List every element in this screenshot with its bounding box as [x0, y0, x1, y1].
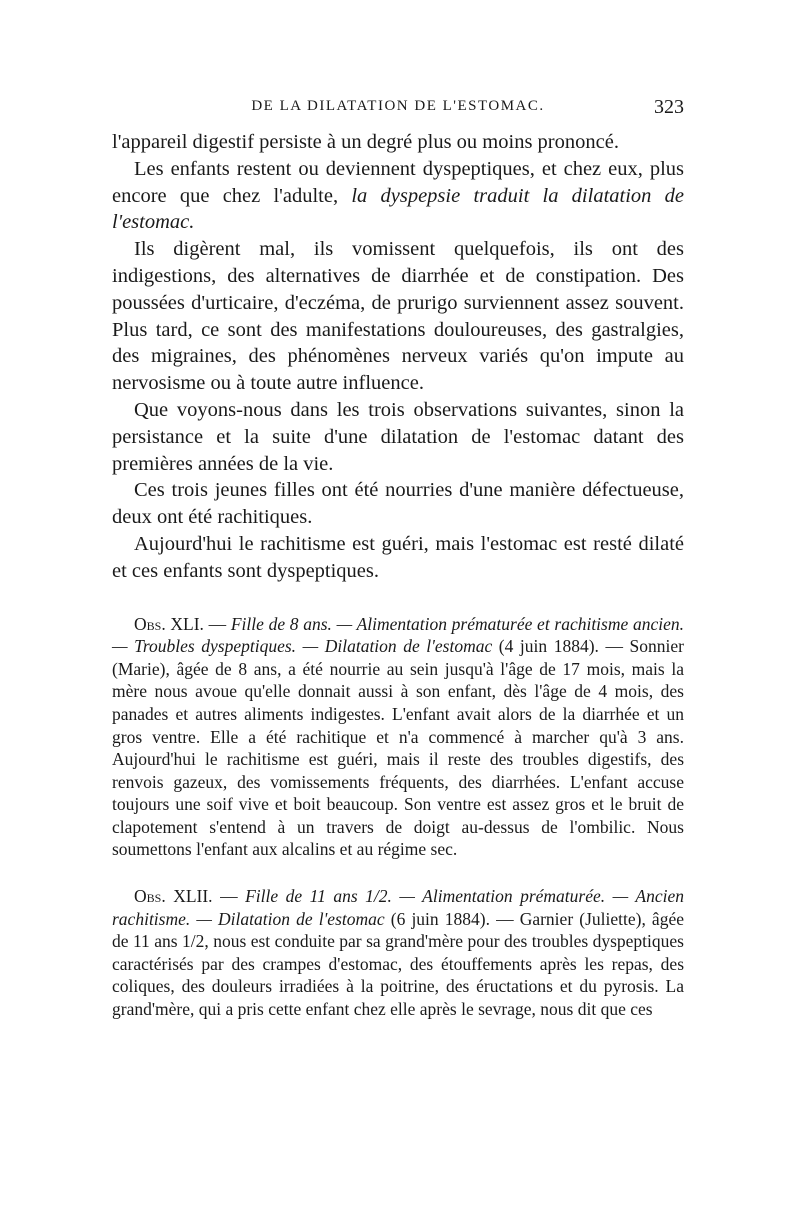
page-header [112, 96, 684, 120]
paragraph-4: Que voyons-nous dans les trois observations suivantes, sinon la persistance et la suite d'une dilatation de l'estomac datant des premières années de la vie. [112, 398, 684, 475]
observation-41-title: Fille de 8 ans. — Alimentation prématurée et rachitisme ancien. — Troubles dyspeptiques. — Dilatation de l'estomac [112, 613, 684, 657]
observation-42 [112, 885, 684, 1021]
paragraph-5: Ces trois jeunes filles ont été nourries d'une manière défectueuse, deux ont été rachitiques. [112, 479, 684, 529]
paragraph-2 [112, 156, 684, 236]
paragraph-2-text: Les enfants restent ou deviennent dyspeptiques, et chez eux, plus encore que chez l'adulte, [112, 157, 684, 207]
observation-41 [112, 613, 684, 862]
observation-42-dash: — [212, 886, 246, 907]
paragraph-1: l'appareil digestif persiste à un degré plus ou moins prononcé. [112, 131, 619, 153]
observation-41-dash: — [203, 613, 231, 634]
observation-41-date: (4 juin 1884). — [492, 636, 630, 657]
paragraph-3: Ils digèrent mal, ils vomissent quelquefois, ils ont des indigestions, des alternatives de diarrhée et de constipation. Des poussées d'urticaire, d'eczéma, de prurigo surviennent assez souvent. Plus tard, ce sont des manifestations douloureuses, des gastralgies, des migraines, des phénomènes nerveux variés qu'on impute au nervosisme ou à toute autre influence. [112, 238, 684, 395]
observation-41-label: Obs. XLI. [134, 613, 204, 634]
observation-42-title: Fille de 11 ans 1/2. — Alimentation prématurée. — Ancien rachitisme. — Dilatation de l'estomac [112, 886, 684, 929]
observation-41-paragraph [112, 613, 684, 862]
paragraph-6: Aujourd'hui le rachitisme est guéri, mais l'estomac est resté dilaté et ces enfants sont dyspeptiques. [112, 532, 684, 582]
observation-42-text: Garnier (Juliette), âgée de 11 ans 1/2, nous est conduite par sa grand'mère pour des troubles dyspeptiques caractérisés par des crampes d'estomac, des étouffements après les repas, des coliques, des douleurs irradiées à la poitrine, des éructations et du pyrosis. La grand'mère, qui a pris cette enfant chez elle après le sevrage, nous dit que ces [112, 908, 684, 1020]
observation-42-date: (6 juin 1884). — [384, 908, 520, 929]
observation-41-text: Sonnier (Marie), âgée de 8 ans, a été nourrie au sein jusqu'à l'âge de 17 mois, mais la mère nous avoue qu'elle donnait aussi à son enfant, dès l'âge de 4 mois, des panades et autres aliments indigestes. L'enfant avait alors de la diarrhée et un gros ventre. Elle a été rachitique et n'a commencé à marcher qu'à 3 ans. Aujourd'hui le rachitisme est guéri, mais il reste des troubles digestifs, des renvois gazeux, des vomissements fréquents, des diarrhées. L'enfant accuse toujours une soif vive et boit beaucoup. Son ventre est assez gros et le bruit de clapotement s'entend à un travers de doigt au-dessus de l'ombilic. Nous soumettons l'enfant aux alcalins et au régime sec. [112, 636, 684, 860]
observation-42-paragraph [112, 885, 684, 1021]
observation-42-label: Obs. XLII. [134, 886, 213, 907]
page-number: 323 [654, 96, 684, 118]
running-head: DE LA DILATATION DE L'ESTOMAC. [251, 98, 545, 114]
paragraph-2-italic: la dyspepsie traduit la dilatation de l'estomac. [112, 184, 684, 234]
page-body [112, 129, 684, 1021]
main-text [112, 129, 684, 585]
